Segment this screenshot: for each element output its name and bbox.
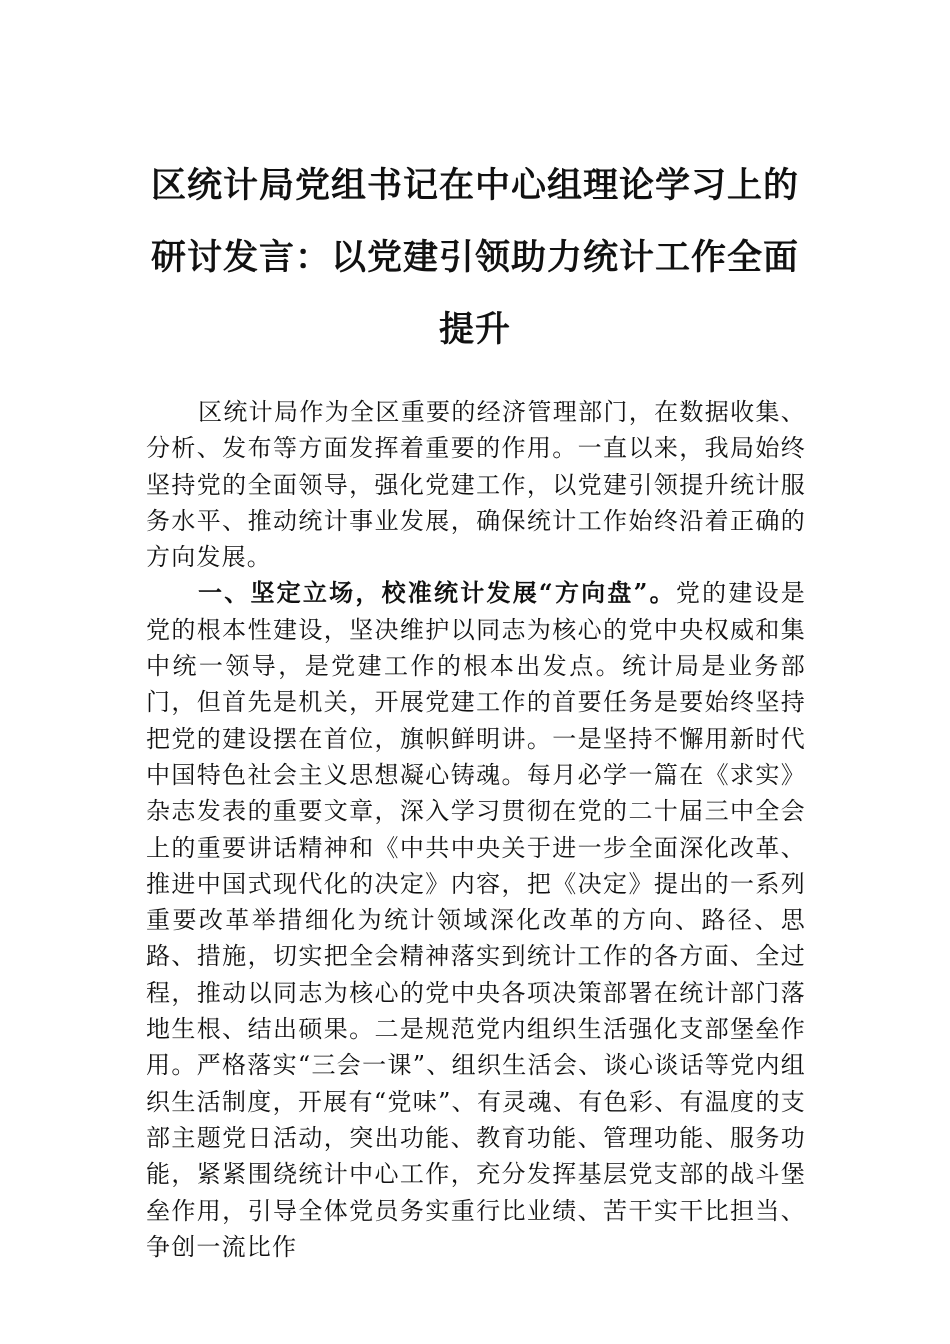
document-title (120, 150, 830, 366)
section-1-heading: 一、坚定立场，校准统计发展“方向盘”。 (198, 578, 676, 608)
section-1-text: 党的建设是党的根本性建设，坚决维护以同志为核心的党中央权威和集中统一领导，是党建工作的根本出发点。统计局是业务部门，但首先是机关，开展党建工作的首要任务是要始终坚持把党的建设摆在首位，旗帜鲜明讲。一是坚持不懈用新时代中国特色社会主义思想凝心铸魂。每月必学一篇在《求实》杂志发表的重要文章，深入学习贯彻在党的二十届三中全会上的重要讲话精神和《中共中央关于进一步全面深化改革、推进中国式现代化的决定》内容，把《决定》提出的一系列重要改革举措细化为统计领域深化改革的方向、路径、思路、措施，切实把全会精神落实到统计工作的各方面、全过程，推动以同志为核心的党中央各项决策部署在统计部门落地生根、结出硕果。二是规范党内组织生活强化支部堡垒作用。严格落实“三会一课”、组织生活会、谈心谈话等党内组织生活制度，开展有“党味”、有灵魂、有色彩、有温度的支部主题党日活动，突出功能、教育功能、管理功能、服务功能，紧紧围绕统计中心工作，充分发挥基层党支部的战斗堡垒作用，引导全体党员务实重行比业绩、苦干实干比担当、争创一流比作 (146, 579, 806, 1261)
intro-paragraph: 区统计局作为全区重要的经济管理部门，在数据收集、分析、发布等方面发挥着重要的作用。一直以来，我局始终坚持党的全面领导，强化党建工作，以党建引领提升统计服务水平、推动统计事业发展，确保统计工作始终沿着正确的方向发展。 (146, 398, 806, 572)
title-line-2: 研讨发言：以党建引领助力统计工作全面 (150, 237, 799, 278)
document-body (146, 394, 806, 1265)
section-1-paragraph (146, 575, 806, 1265)
title-line-3: 提升 (438, 309, 511, 350)
title-line-1: 区统计局党组书记在中心组理论学习上的 (150, 165, 799, 206)
